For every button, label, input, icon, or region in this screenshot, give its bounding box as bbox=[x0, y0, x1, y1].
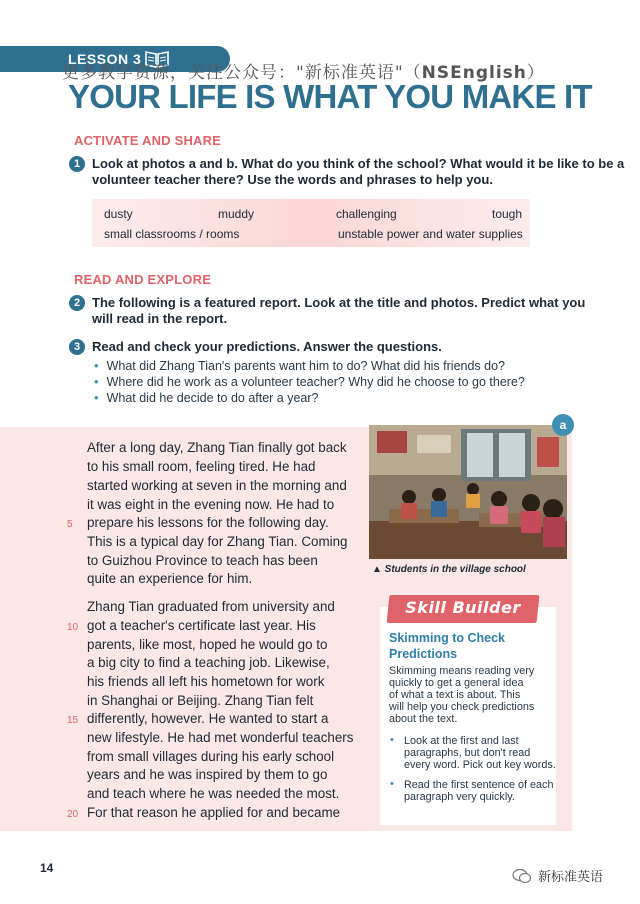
activate-heading: ACTIVATE AND SHARE bbox=[74, 133, 222, 148]
page-number: 14 bbox=[40, 861, 54, 875]
skill-builder-banner-text: Skill Builder bbox=[405, 598, 521, 617]
word-chip: muddy bbox=[218, 207, 255, 221]
passage-line: to Guizhou Province to teach has been bbox=[87, 553, 318, 568]
passage-line: quite an experience for him. bbox=[87, 571, 253, 586]
passage-line: it was eight in the evening now. He had to bbox=[87, 497, 335, 512]
passage-line: his friends all left his hometown for work bbox=[87, 674, 325, 689]
photo-badge: a bbox=[552, 414, 574, 436]
question-item: • What did Zhang Tian's parents want him to do? What did his friends do? bbox=[94, 358, 505, 373]
question-item: • Where did he work as a volunteer teacher? Why did he choose to go there? bbox=[94, 374, 525, 389]
passage-line: to his small room, feeling tired. He had bbox=[87, 459, 316, 474]
photo-caption: ▲ Students in the village school bbox=[372, 564, 526, 575]
passage-line: started working at seven in the morning and bbox=[87, 478, 347, 493]
watermark-text: 更多教学资源，关注公众号："新标准英语"（NSEnglish） bbox=[62, 63, 545, 83]
line-number: 5 bbox=[67, 519, 73, 530]
passage-line: new lifestyle. He had met wonderful teachers bbox=[87, 730, 354, 745]
passage-line: prepare his lessons for the following day. bbox=[87, 515, 329, 530]
task-1-text: Look at photos a and b. What do you think of the school? What would it be like to be a volunteer teacher there? Use the words and phrases to help you. bbox=[92, 156, 625, 187]
skill-body-line: of what a text is about. This bbox=[389, 689, 521, 701]
wechat-icon bbox=[512, 868, 532, 884]
skill-body-line: about the text. bbox=[389, 713, 458, 725]
skill-body-line: Skimming means reading very bbox=[389, 665, 535, 677]
skill-body-line: quickly to get a general idea bbox=[389, 677, 524, 689]
wechat-label: 新标准英语 bbox=[538, 869, 604, 884]
passage-line: For that reason he applied for and became bbox=[87, 805, 341, 820]
passage-line: from small villages during his early school bbox=[87, 749, 335, 764]
page-title: YOUR LIFE IS WHAT YOU MAKE IT bbox=[68, 78, 592, 115]
word-chip: tough bbox=[492, 207, 523, 221]
task-number-1: 1 bbox=[69, 156, 85, 172]
skill-bullet-line: Read the first sentence of each bbox=[404, 779, 554, 791]
lesson-label: LESSON 3 bbox=[68, 51, 142, 67]
question-item: • What did he decide to do after a year? bbox=[94, 390, 319, 405]
skill-title: Skimming to Check Predictions bbox=[389, 631, 505, 661]
passage-line: a big city to find a teaching job. Likewise, bbox=[87, 655, 330, 670]
line-number: 10 bbox=[67, 622, 79, 633]
skill-body-line: will help you check predictions bbox=[389, 701, 535, 713]
line-number: 15 bbox=[67, 715, 79, 726]
word-chip: small classrooms / rooms bbox=[104, 227, 240, 241]
bullet-dot: • bbox=[390, 778, 394, 790]
skill-bullet-line: paragraph very quickly. bbox=[404, 791, 515, 803]
passage-line: got a teacher's certificate last year. His bbox=[87, 618, 316, 633]
line-number: 20 bbox=[67, 809, 79, 820]
word-chip: challenging bbox=[336, 207, 397, 221]
passage-line: After a long day, Zhang Tian finally got back bbox=[87, 440, 347, 455]
passage-line: years and he was inspired by them to go bbox=[87, 767, 328, 782]
classroom-photo bbox=[369, 425, 567, 559]
task-number-3: 3 bbox=[69, 339, 85, 355]
skill-bullet-line: paragraphs, but don't read bbox=[404, 747, 531, 759]
read-heading: READ AND EXPLORE bbox=[74, 272, 212, 287]
skill-bullet-line: Look at the first and last bbox=[404, 735, 519, 747]
passage-line: parents, like most, hoped he would go to bbox=[87, 637, 328, 652]
task-3-text: Read and check your predictions. Answer the questions. bbox=[92, 339, 442, 354]
word-chip: unstable power and water supplies bbox=[338, 227, 523, 241]
word-chip: dusty bbox=[104, 207, 133, 221]
skill-bullet-line: every word. Pick out key words. bbox=[404, 759, 556, 771]
bullet-dot: • bbox=[390, 734, 394, 746]
passage-line: and teach where he was needed the most. bbox=[87, 786, 340, 801]
passage-line: differently, however. He wanted to start a bbox=[87, 711, 329, 726]
task-2-text: The following is a featured report. Look at the title and photos. Predict what you will read in the report. bbox=[92, 295, 586, 326]
task-number-2: 2 bbox=[69, 295, 85, 311]
passage-line: in Shanghai or Beijing. Zhang Tian felt bbox=[87, 693, 314, 708]
passage-line: Zhang Tian graduated from university and bbox=[87, 599, 335, 614]
passage-line: This is a typical day for Zhang Tian. Coming bbox=[87, 534, 348, 549]
